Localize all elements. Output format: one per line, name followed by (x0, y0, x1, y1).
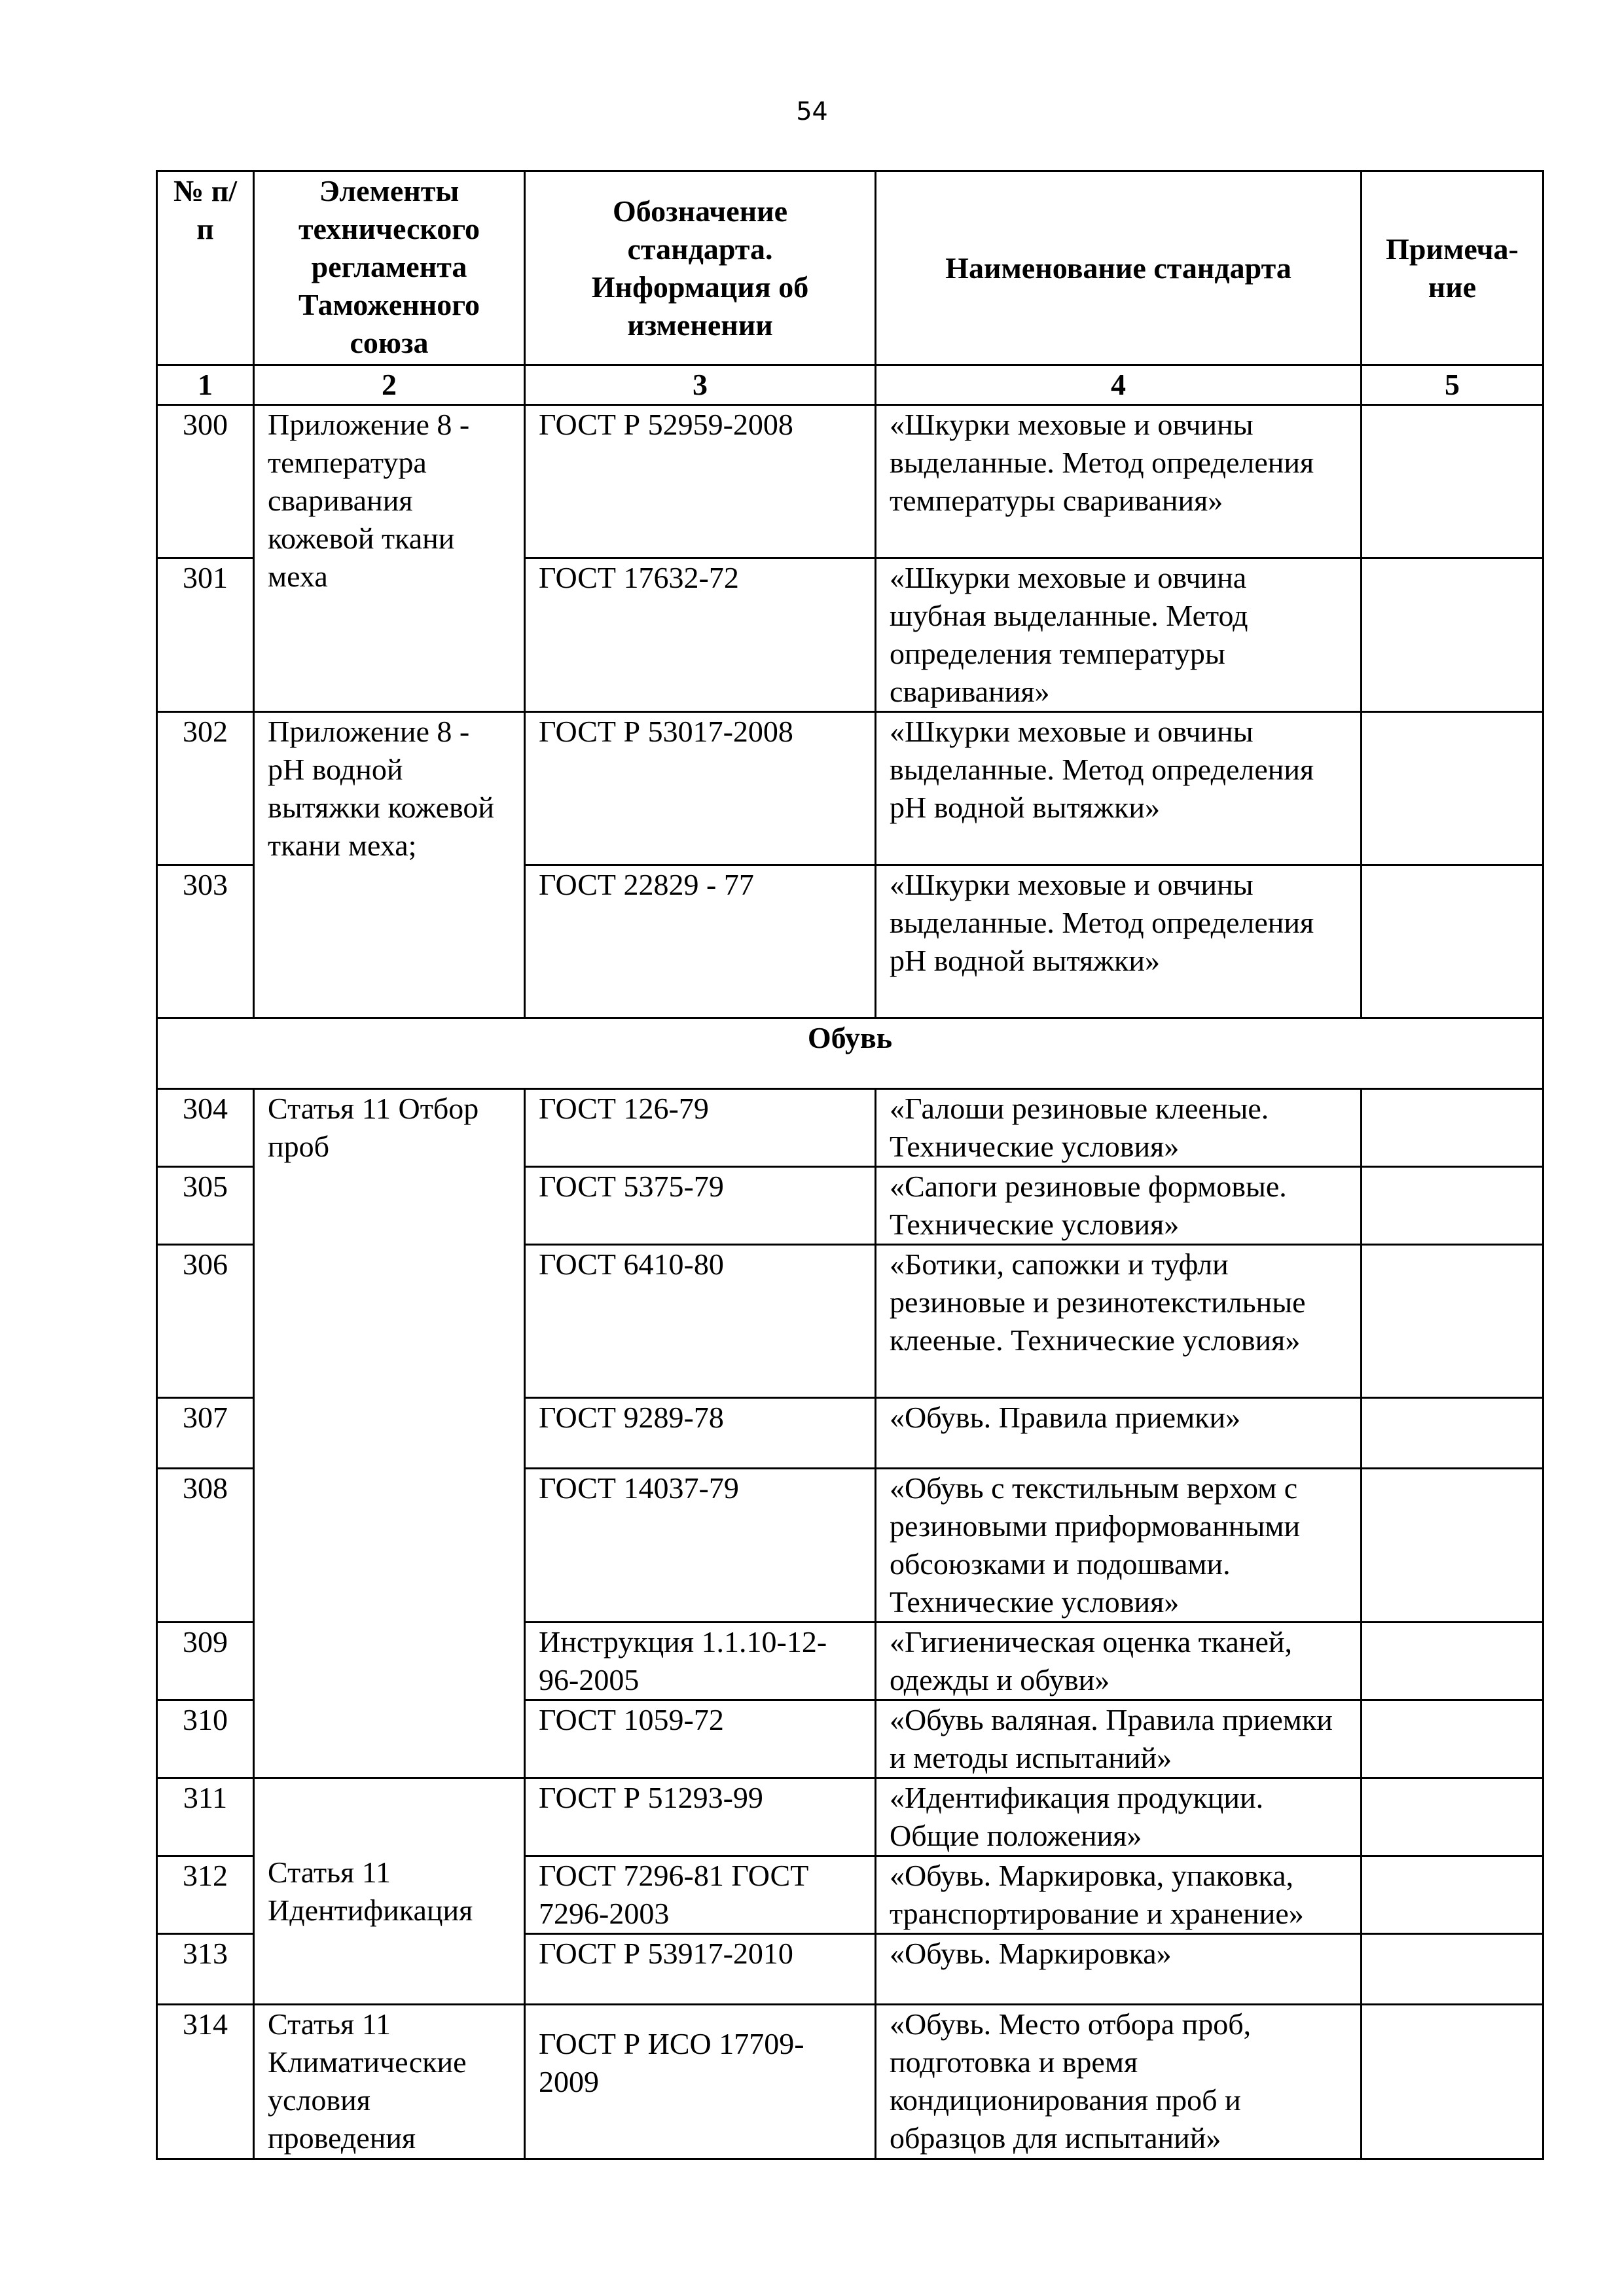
row-number: 307 (157, 1398, 254, 1469)
standard-name: «Шкурки меховые и овчины выделанные. Метод определения температуры сваривания» (876, 405, 1362, 558)
note (1362, 865, 1543, 1018)
table-header-row (157, 171, 1543, 365)
section-title: Обувь (157, 1018, 1543, 1089)
standard-name: «Шкурки меховые и овчина шубная выделанные. Метод определения температуры сваривания» (876, 558, 1362, 712)
note (1362, 1167, 1543, 1245)
row-number: 312 (157, 1856, 254, 1934)
note (1362, 1700, 1543, 1778)
note (1362, 405, 1543, 558)
regulation-element: Статья 11 Климатические условия проведения (254, 2005, 525, 2159)
regulation-element: Статья 11 Отбор проб (254, 1089, 525, 1778)
note (1362, 1469, 1543, 1623)
note (1362, 1245, 1543, 1398)
standard-designation: ГОСТ 7296-81 ГОСТ 7296-2003 (525, 1856, 876, 1934)
header-number: № п/п (157, 171, 254, 365)
standard-name: «Галоши резиновые клееные. Технические условия» (876, 1089, 1362, 1167)
standard-designation: ГОСТ 1059-72 (525, 1700, 876, 1778)
standard-designation: ГОСТ Р 52959-2008 (525, 405, 876, 558)
standard-designation: ГОСТ 5375-79 (525, 1167, 876, 1245)
standard-name: «Обувь с текстильным верхом с резиновыми приформованными обсоюзками и подошвами. Технические условия» (876, 1469, 1362, 1623)
column-numbers-row (157, 365, 1543, 405)
standard-name: «Обувь. Правила приемки» (876, 1398, 1362, 1469)
row-number: 305 (157, 1167, 254, 1245)
column-number: 2 (254, 365, 525, 405)
standard-designation: ГОСТ 14037-79 (525, 1469, 876, 1623)
column-number: 4 (876, 365, 1362, 405)
row-number: 303 (157, 865, 254, 1018)
note (1362, 1856, 1543, 1934)
note (1362, 712, 1543, 865)
standard-name: «Обувь. Маркировка» (876, 1934, 1362, 2005)
standard-designation: ГОСТ Р ИСО 17709-2009 (525, 2005, 876, 2159)
page-number: 54 (796, 97, 828, 126)
standard-name: «Шкурки меховые и овчины выделанные. Метод определения pH водной вытяжки» (876, 865, 1362, 1018)
row-number: 311 (157, 1778, 254, 1856)
regulation-element: Приложение 8 - температура сваривания кожевой ткани меха (254, 405, 525, 712)
note (1362, 1934, 1543, 2005)
table-row (157, 1089, 1543, 1167)
row-number: 301 (157, 558, 254, 712)
standard-designation: ГОСТ Р 53017-2008 (525, 712, 876, 865)
header-regulation-elements: Элементы технического регламента Таможенного союза (254, 171, 525, 365)
standard-designation: ГОСТ 17632-72 (525, 558, 876, 712)
column-number: 5 (1362, 365, 1543, 405)
standard-designation: ГОСТ 6410-80 (525, 1245, 876, 1398)
standard-name: «Идентификация продукции. Общие положения» (876, 1778, 1362, 1856)
standard-name: «Шкурки меховые и овчины выделанные. Метод определения pH водной вытяжки» (876, 712, 1362, 865)
standard-name: «Ботики, сапожки и туфли резиновые и резинотекстильные клееные. Технические условия» (876, 1245, 1362, 1398)
standard-name: «Обувь. Маркировка, упаковка, транспортирование и хранение» (876, 1856, 1362, 1934)
note (1362, 1778, 1543, 1856)
table-row (157, 2005, 1543, 2159)
row-number: 308 (157, 1469, 254, 1623)
regulation-element: Статья 11 Идентификация (254, 1778, 525, 2005)
note (1362, 1398, 1543, 1469)
standard-name: «Обувь. Место отбора проб, подготовка и время кондиционирования проб и образцов для испытаний» (876, 2005, 1362, 2159)
section-row (157, 1018, 1543, 1089)
standard-name: «Обувь валяная. Правила приемки и методы испытаний» (876, 1700, 1362, 1778)
column-number: 3 (525, 365, 876, 405)
standard-name: «Гигиеническая оценка тканей, одежды и обуви» (876, 1623, 1362, 1700)
standard-designation: ГОСТ Р 51293-99 (525, 1778, 876, 1856)
row-number: 304 (157, 1089, 254, 1167)
row-number: 313 (157, 1934, 254, 2005)
standard-name: «Сапоги резиновые формовые. Технические условия» (876, 1167, 1362, 1245)
standard-designation: ГОСТ Р 53917-2010 (525, 1934, 876, 2005)
table-row (157, 405, 1543, 558)
table-row (157, 712, 1543, 865)
note (1362, 2005, 1543, 2159)
row-number: 300 (157, 405, 254, 558)
row-number: 309 (157, 1623, 254, 1700)
standard-designation: Инструкция 1.1.10-12-96-2005 (525, 1623, 876, 1700)
header-standard-name: Наименование стандарта (876, 171, 1362, 365)
row-number: 314 (157, 2005, 254, 2159)
note (1362, 558, 1543, 712)
row-number: 302 (157, 712, 254, 865)
column-number: 1 (157, 365, 254, 405)
header-note: Примеча- ние (1362, 171, 1543, 365)
standard-designation: ГОСТ 22829 - 77 (525, 865, 876, 1018)
header-standard-designation: Обозначение стандарта. Информация об изменении (525, 171, 876, 365)
row-number: 306 (157, 1245, 254, 1398)
table-row (157, 1778, 1543, 1856)
note (1362, 1089, 1543, 1167)
row-number: 310 (157, 1700, 254, 1778)
standard-designation: ГОСТ 126-79 (525, 1089, 876, 1167)
standard-designation: ГОСТ 9289-78 (525, 1398, 876, 1469)
standards-table (156, 170, 1544, 2160)
note (1362, 1623, 1543, 1700)
regulation-element: Приложение 8 - pH водной вытяжки кожевой ткани меха; (254, 712, 525, 1018)
